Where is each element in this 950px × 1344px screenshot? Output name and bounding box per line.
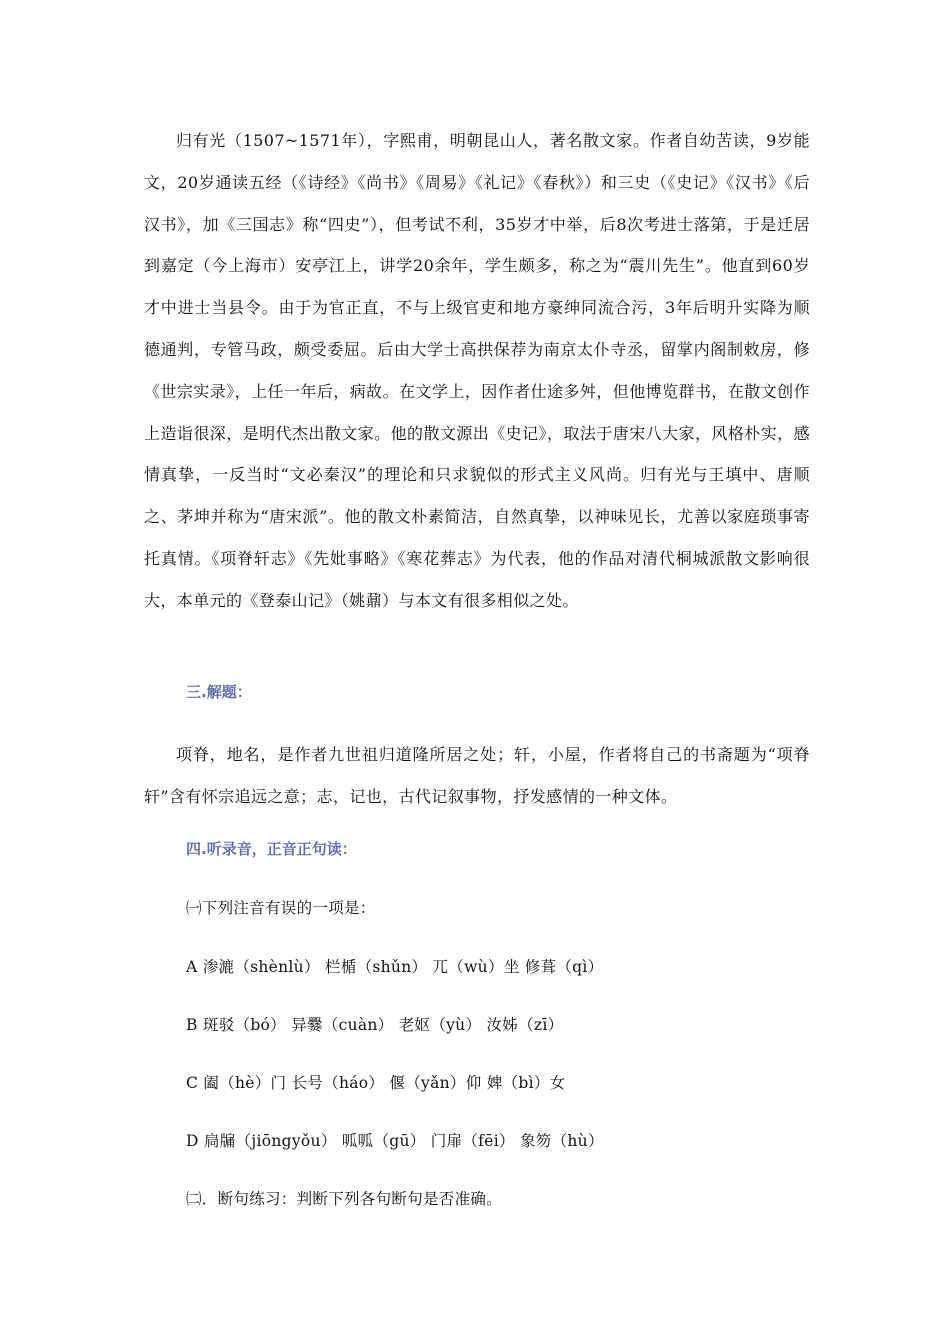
section-heading-title-explanation: 三.解题： <box>186 683 252 701</box>
question-sentence-break: ㈡．断句练习：判断下列各句断句是否准确。 <box>186 1190 503 1208</box>
question-pronunciation: ㈠下列注音有误的一项是： <box>186 899 376 917</box>
option-a: A 渗漉（shènlù） 栏楯（shǔn） 兀（wù）坐 修葺（qì） <box>186 958 604 976</box>
option-c: C 阖（hè）门 长号（háo） 偃（yǎn）仰 婢（bì）女 <box>186 1074 566 1092</box>
option-d: D 扃牖（jiōngyǒu） 呱呱（gū） 门扉（fēi） 象笏（hù） <box>186 1132 604 1150</box>
author-bio-paragraph: 归有光（1507~1571年），字熙甫，明朝昆山人，著名散文家。作者自幼苦读，9岁能文，20岁通读五经（《诗经》《尚书》《周易》《礼记》《春秋》）和三史（《史记》《汉书》《后汉书》，加《三国志》称“四史”），但考试不利，35岁才中举，后8次考进士落第，于是迁居到嘉定（今上海市）安亭江上，讲学20余年，学生颇多，称之为“震川先生”。他直到60岁才中进士当县令。由于为官正直，不与上级官吏和地方豪绅同流合污，3年后明升实降为顺德通判，专管马政，颇受委屈。后由大学士高拱保荐为南京太仆寺丞，留掌内阁制敕房，修《世宗实录》，上任一年后，病故。在文学上，因作者仕途多舛，但他博览群书，在散文创作上造诣很深，是明代杰出散文家。他的散文源出《史记》，取法于唐宋八大家，风格朴实，感情真挚，一反当时“文必秦汉”的理论和只求貌似的形式主义风尚。归有光与王填中、唐顺之、茅坤并称为“唐宋派”。他的散文朴素简洁，自然真挚，以神味见长，尤善以家庭琐事寄托真情。《项脊轩志》《先妣事略》《寒花葬志》为代表，他的作品对清代桐城派散文影响很大，本单元的《登泰山记》（姚鼐）与本文有很多相似之处。 <box>144 131 810 610</box>
section-heading-listening: 四.听录音，正音正句读： <box>186 840 357 858</box>
title-explanation-paragraph: 项脊，地名，是作者九世祖归道隆所居之处；轩，小屋，作者将自己的书斋题为“项脊轩”含有怀宗追远之意；志，记也，古代记叙事物，抒发感情的一种文体。 <box>144 745 810 806</box>
option-b: B 斑驳（bó） 异爨（cuàn） 老妪（yù） 汝姊（zī） <box>186 1016 564 1034</box>
